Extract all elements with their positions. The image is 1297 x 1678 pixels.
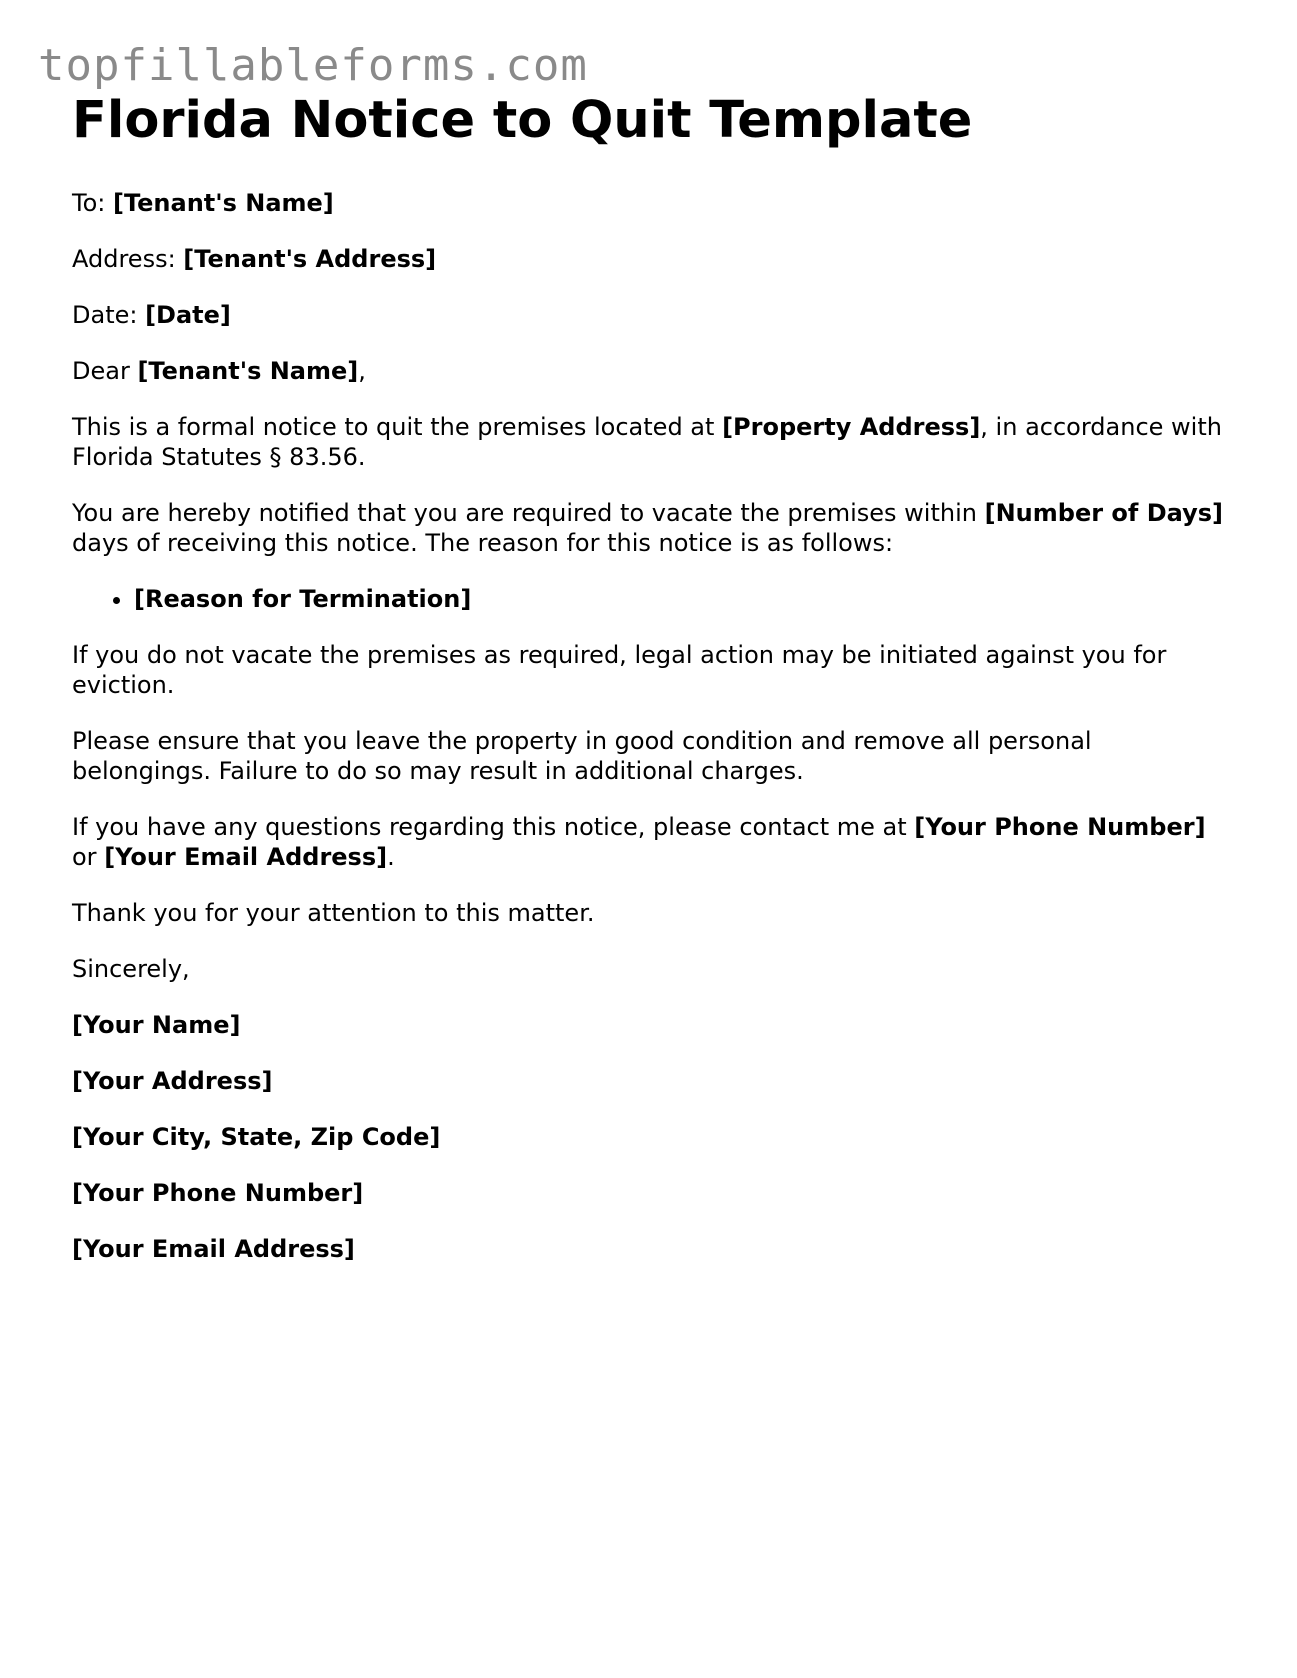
date-label: Date: bbox=[72, 301, 146, 329]
greeting-suffix: , bbox=[358, 357, 366, 385]
contact-text-or: or bbox=[72, 843, 105, 871]
reason-placeholder: [Reason for Termination] bbox=[134, 585, 472, 613]
greeting-line bbox=[72, 356, 1232, 386]
number-of-days-placeholder: [Number of Days] bbox=[984, 499, 1223, 527]
property-address-placeholder: [Property Address] bbox=[722, 413, 981, 441]
site-watermark: topfillableforms.com bbox=[38, 40, 588, 91]
your-address-placeholder: [Your Address] bbox=[72, 1067, 273, 1095]
signature-email-line bbox=[72, 1234, 1232, 1264]
signature-phone-line bbox=[72, 1178, 1232, 1208]
closing-line: Sincerely, bbox=[72, 955, 190, 983]
signature-city-line bbox=[72, 1122, 1232, 1152]
recipient-label: To: bbox=[72, 189, 113, 217]
contact-paragraph bbox=[72, 812, 1232, 872]
notice-text-start: This is a formal notice to quit the premises located at bbox=[72, 413, 723, 441]
reason-list bbox=[72, 584, 1232, 614]
your-city-state-zip-placeholder: [Your City, State, Zip Code] bbox=[72, 1123, 441, 1151]
signature-name-line bbox=[72, 1010, 1232, 1040]
legal-action-paragraph: If you do not vacate the premises as required, legal action may be initiated against you for eviction. bbox=[72, 641, 1167, 699]
signature-address-line bbox=[72, 1066, 1232, 1096]
greeting-tenant-name: [Tenant's Name] bbox=[137, 357, 359, 385]
address-label: Address: bbox=[72, 245, 184, 273]
notice-document bbox=[72, 88, 1232, 1290]
date-line bbox=[72, 300, 1232, 330]
list-item bbox=[134, 584, 1232, 614]
greeting-prefix: Dear bbox=[72, 357, 138, 385]
vacate-paragraph bbox=[72, 498, 1232, 558]
notice-paragraph bbox=[72, 412, 1232, 472]
phone-placeholder: [Your Phone Number] bbox=[914, 813, 1206, 841]
property-condition-paragraph: Please ensure that you leave the property in good condition and remove all personal belongings. Failure to do so may result in additional charges. bbox=[72, 727, 1092, 785]
notice-text-end: , in accordance with Florida Statutes § 83.56. bbox=[72, 413, 1222, 471]
page-title: Florida Notice to Quit Template bbox=[72, 91, 973, 150]
date-placeholder: [Date] bbox=[145, 301, 231, 329]
address-line bbox=[72, 244, 1232, 274]
contact-text-start: If you have any questions regarding this notice, please contact me at bbox=[72, 813, 915, 841]
vacate-text-end: days of receiving this notice. The reason for this notice is as follows: bbox=[72, 529, 894, 557]
thanks-line: Thank you for your attention to this matter. bbox=[72, 899, 595, 927]
your-email-placeholder: [Your Email Address] bbox=[72, 1235, 355, 1263]
your-name-placeholder: [Your Name] bbox=[72, 1011, 241, 1039]
your-phone-placeholder: [Your Phone Number] bbox=[72, 1179, 364, 1207]
email-placeholder: [Your Email Address] bbox=[104, 843, 388, 871]
vacate-text-start: You are hereby notified that you are required to vacate the premises within bbox=[72, 499, 985, 527]
tenant-address-placeholder: [Tenant's Address] bbox=[183, 245, 437, 273]
contact-text-end: . bbox=[387, 843, 395, 871]
recipient-line bbox=[72, 188, 1232, 218]
tenant-name-placeholder: [Tenant's Name] bbox=[112, 189, 334, 217]
